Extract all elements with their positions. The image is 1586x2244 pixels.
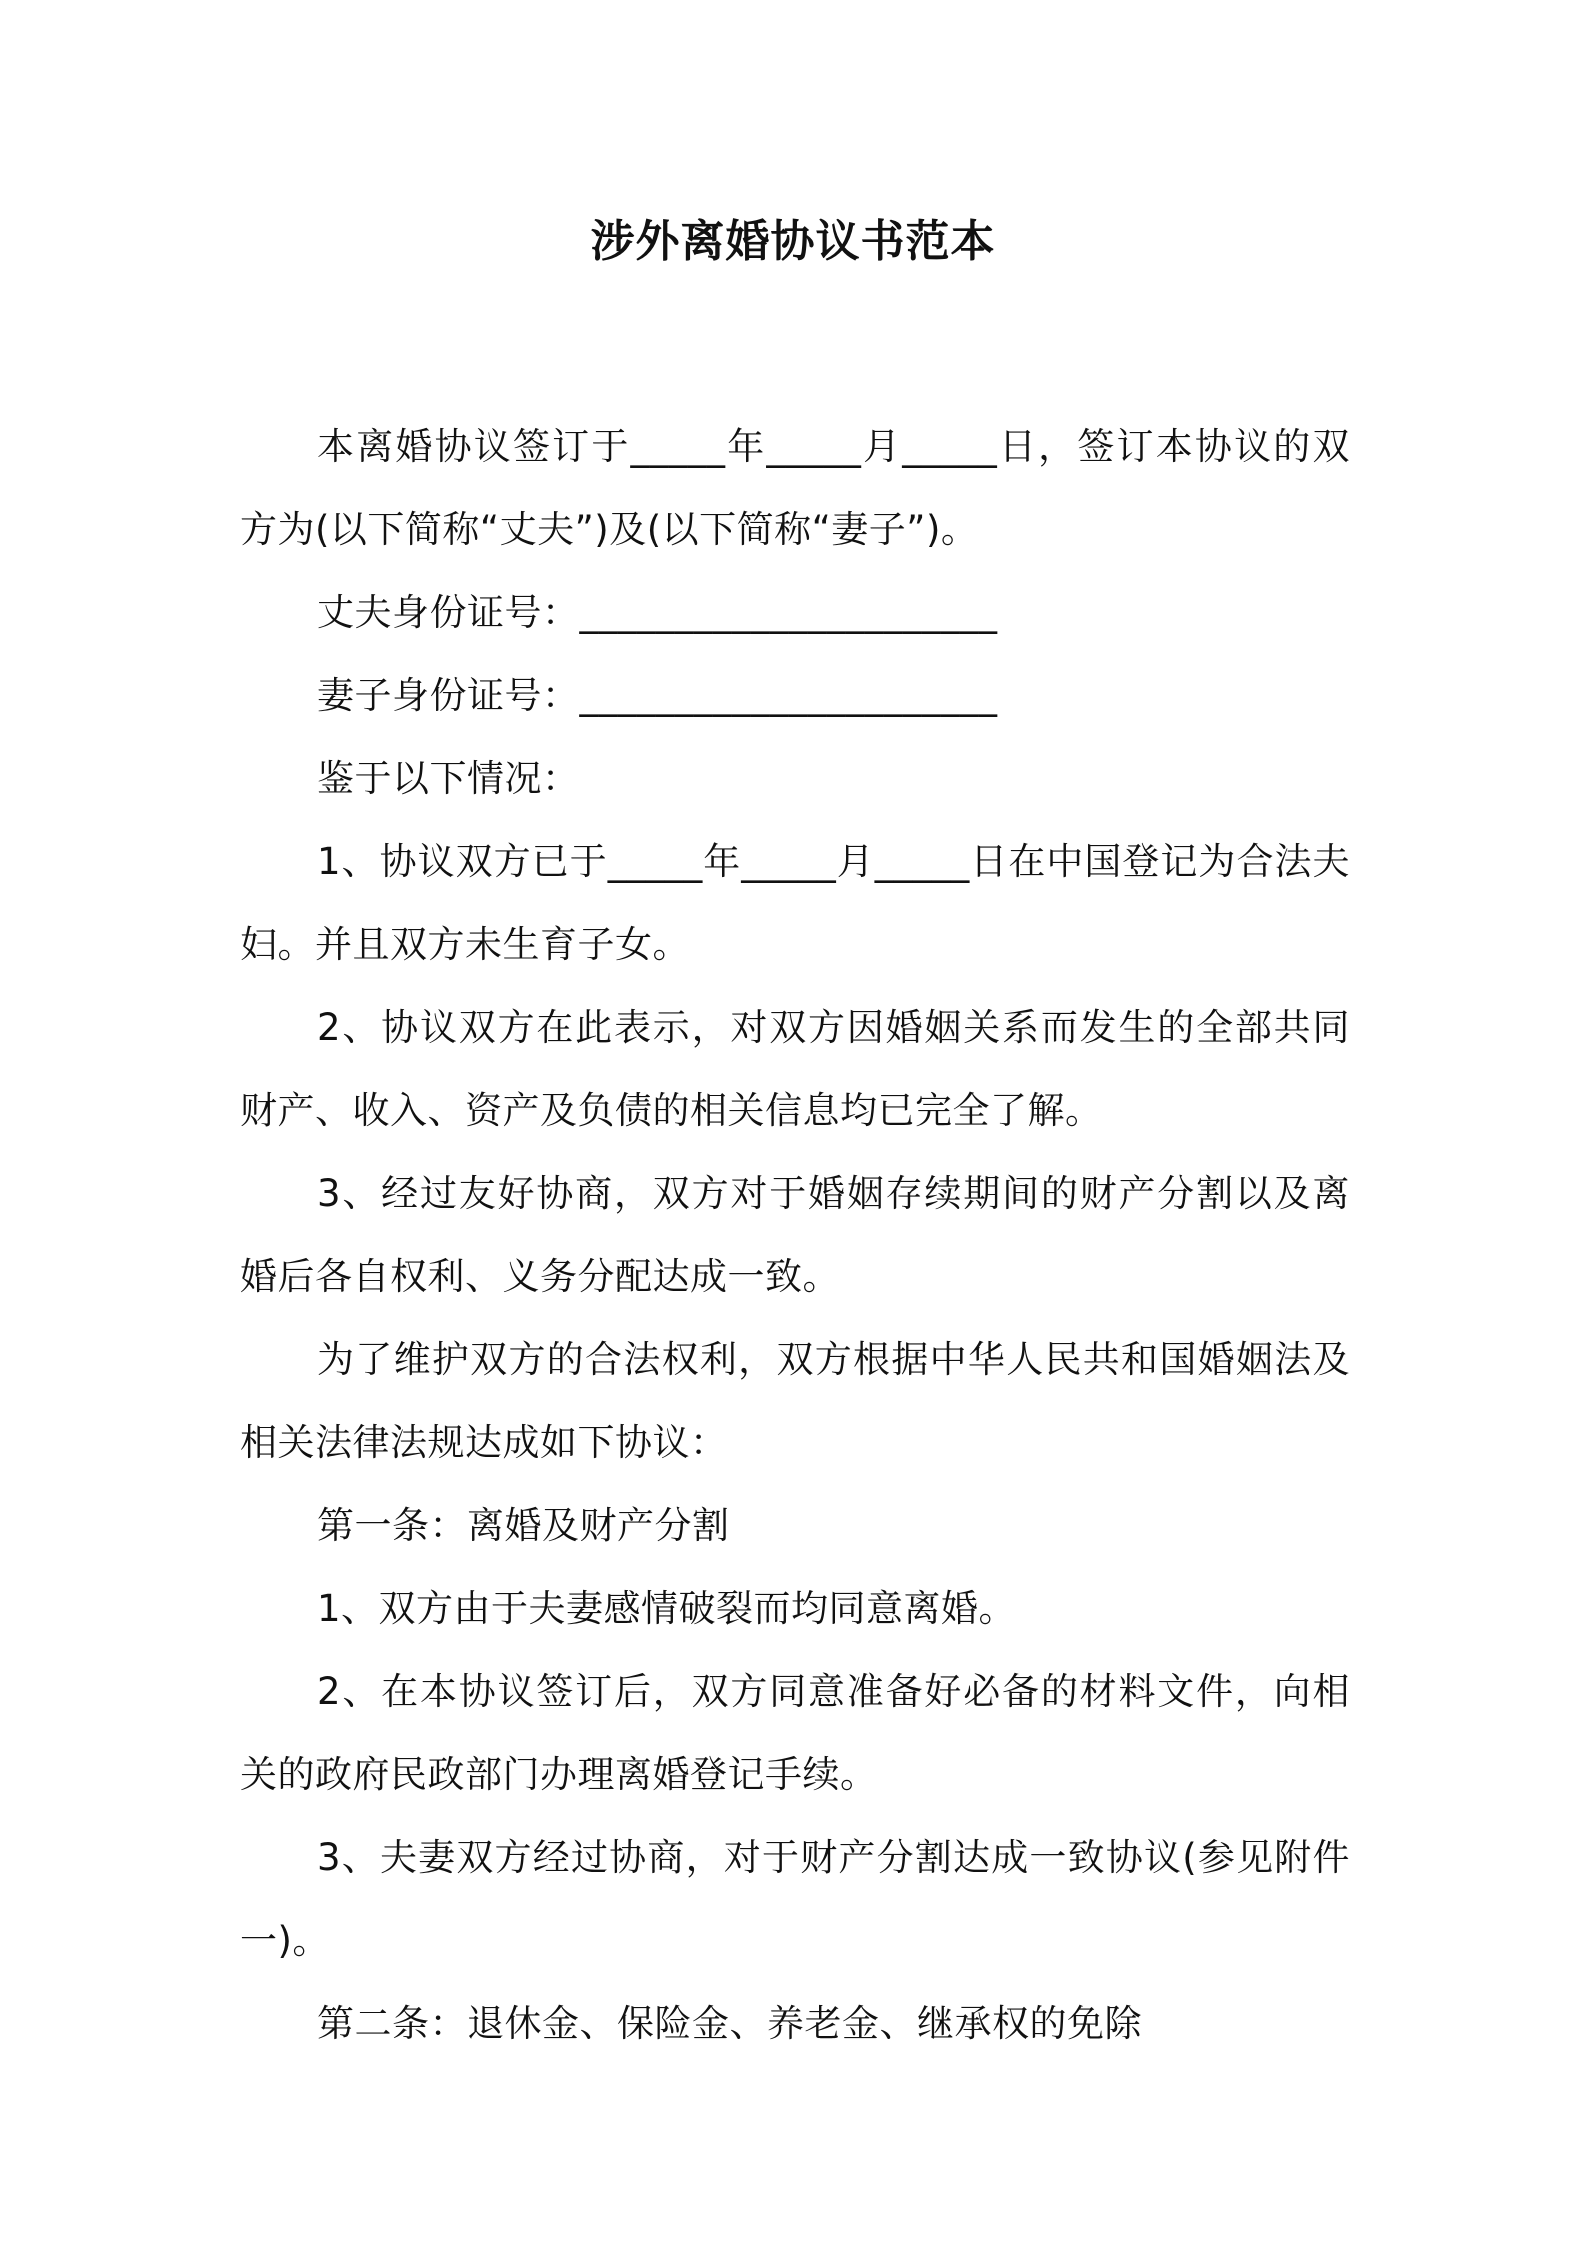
heading-article-2: 第二条：退休金、保险金、养老金、继承权的免除 [317,2002,1142,2045]
paragraph-whereas: 鉴于以下情况： [317,757,580,800]
document-body [240,405,1350,2065]
paragraph-signing-date: 本离婚协议签订于_____年_____月_____日，签订本协议的双方为(以下简称“丈夫”)及(以下简称“妻子”)。 [240,425,1350,551]
paragraph-whereas-3: 3、经过友好协商，双方对于婚姻存续期间的财产分割以及离婚后各自权利、义务分配达成一致。 [240,1172,1350,1298]
heading-article-1: 第一条：离婚及财产分割 [317,1504,730,1547]
document-title: 涉外离婚协议书范本 [590,216,996,267]
paragraph-article-1-item-1: 1、双方由于夫妻感情破裂而均同意离婚。 [317,1587,1017,1630]
paragraph-wife-id: 妻子身份证号：______________________ [317,674,998,717]
paragraph-whereas-1: 1、协议双方已于_____年_____月_____日在中国登记为合法夫妇。并且双方未生育子女。 [240,840,1350,966]
paragraph-article-1-item-2: 2、在本协议签订后，双方同意准备好必备的材料文件，向相关的政府民政部门办理离婚登记手续。 [240,1670,1350,1796]
paragraph-whereas-2: 2、协议双方在此表示，对双方因婚姻关系而发生的全部共同财产、收入、资产及负债的相关信息均已完全了解。 [240,1006,1350,1132]
paragraph-husband-id: 丈夫身份证号：______________________ [317,591,998,634]
paragraph-agreement-intro: 为了维护双方的合法权利，双方根据中华人民共和国婚姻法及相关法律法规达成如下协议： [240,1338,1350,1464]
paragraph-article-1-item-3: 3、夫妻双方经过协商，对于财产分割达成一致协议(参见附件一)。 [240,1836,1350,1962]
